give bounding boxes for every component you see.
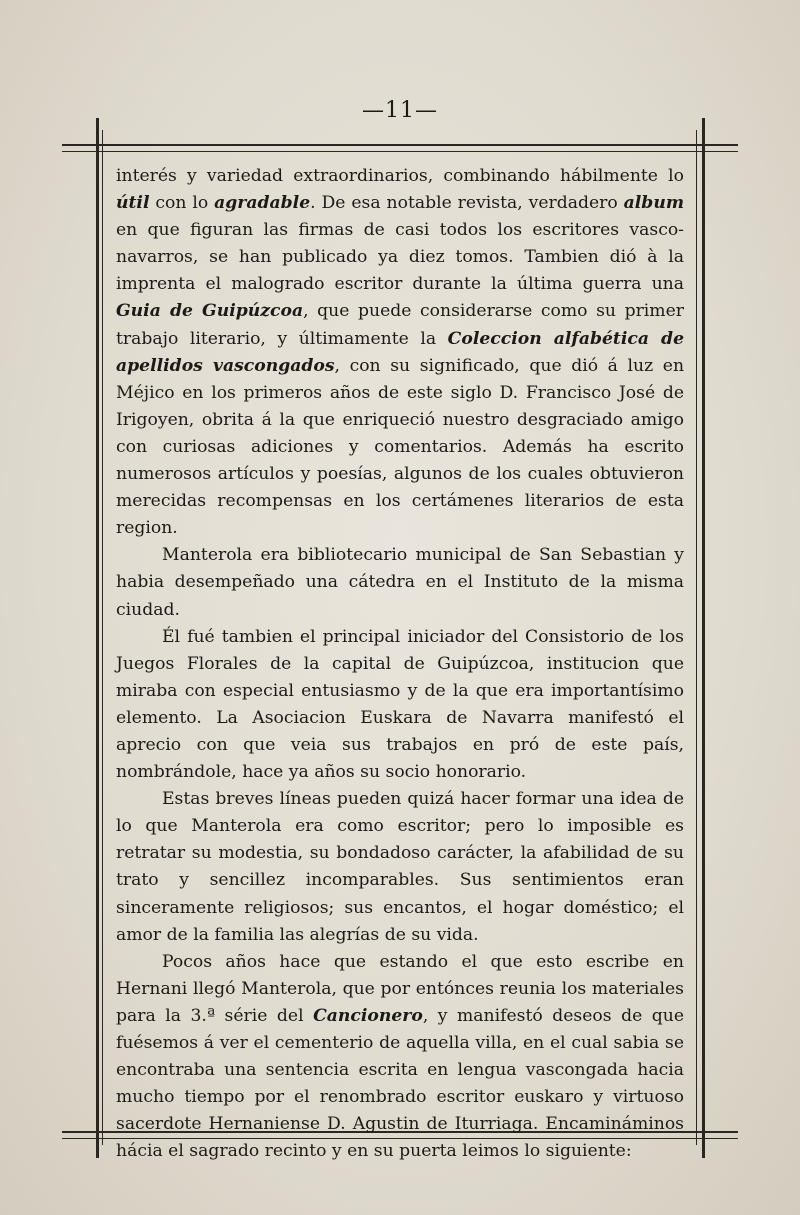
page-number: —11—: [362, 98, 438, 123]
text-run: , y manifestó deseos de que fuésemos á ver el cementerio de aquella villa, en el cual sabia se encontraba una sentencia escrita en lengua vascongada hacia mucho tiempo por el renombrado escritor euskaro y virtuoso sacerdote Hernaniense D. Agustin de Iturriaga. Encamináminos hácia el sagrado recinto y en su puerta leimos lo siguiente:: [116, 1005, 684, 1162]
text-run: interés y variedad extraordinarios, combinando hábilmente lo: [116, 166, 684, 186]
paragraph-5: [116, 949, 684, 1166]
text-run: con lo: [149, 193, 215, 214]
paragraph-4: [116, 786, 684, 949]
paragraph-1: [116, 163, 684, 542]
text-run: Él fué tambien el principal iniciador del Consistorio de los Juegos Florales de la capital de Guipúzcoa, institucion que miraba con especial entusiasmo y de la que era importantísimo elemento. La Asociacion Euskara de Navarra manifestó el aprecio con que veia sus trabajos en pró de este país, nombrándole, hace ya años su socio honorario.: [116, 626, 684, 783]
text-run: . De esa notable revista, verdadero: [310, 193, 624, 214]
text-run: , con su significado, que dió á luz en Méjico en los primeros años de este siglo D. Francisco José de Irigoyen, obrita á la que enriqueció nuestro desgraciado amigo con curiosas adiciones y comentarios. Además ha escrito numerosos artículos y poesías, algunos de los cuales obtuvieron merecidas recompensas en los certámenes literarios de esta region.: [116, 355, 685, 539]
italic-text: album: [623, 193, 685, 214]
frame-right-inner-rule: [696, 130, 697, 1145]
text-run: en que figuran las firmas de casi todos los escritores vasco-navarros, se han publicado ya diez tomos. Tambien dió à la imprenta el malogrado escritor durante la última guerra una: [116, 220, 684, 295]
frame-left-inner-rule: [102, 130, 103, 1145]
paragraph-3: [116, 624, 684, 787]
text-run: Estas breves líneas pueden quizá hacer formar una idea de lo que Manterola era como escritor; pero lo imposible es retratar su modestia, su bondadoso carácter, la afabilidad de su trato y sencillez incomparables. Sus sentimientos eran sinceramente religiosos; sus encantos, el hogar doméstico; el amor de la familia las alegrías de su vida.: [116, 789, 684, 945]
paragraph-2: [116, 542, 684, 623]
italic-text: Cancionero: [313, 1005, 423, 1026]
text-run: , que puede considerarse como su primer trabajo literario, y últimamente la: [116, 301, 684, 349]
frame-right-rule: [702, 118, 705, 1158]
italic-text: Coleccion alfabética de apellidos vascongados: [116, 328, 685, 376]
italic-text: útil: [116, 193, 150, 214]
text-run: Pocos años hace que estando el que esto escribe en Hernani llegó Manterola, que por entónces reunia los materiales para la 3.ª série del: [116, 951, 684, 1026]
frame-left-rule: [96, 118, 99, 1158]
italic-text: agradable: [214, 193, 311, 214]
text-run: Manterola era bibliotecario municipal de San Sebastian y habia desempeñado una cátedra en el Instituto de la misma ciudad.: [116, 545, 684, 620]
frame-top-rule: [62, 144, 738, 152]
italic-text: Guia de Guipúzcoa: [116, 301, 304, 322]
body-text: [116, 163, 684, 1165]
